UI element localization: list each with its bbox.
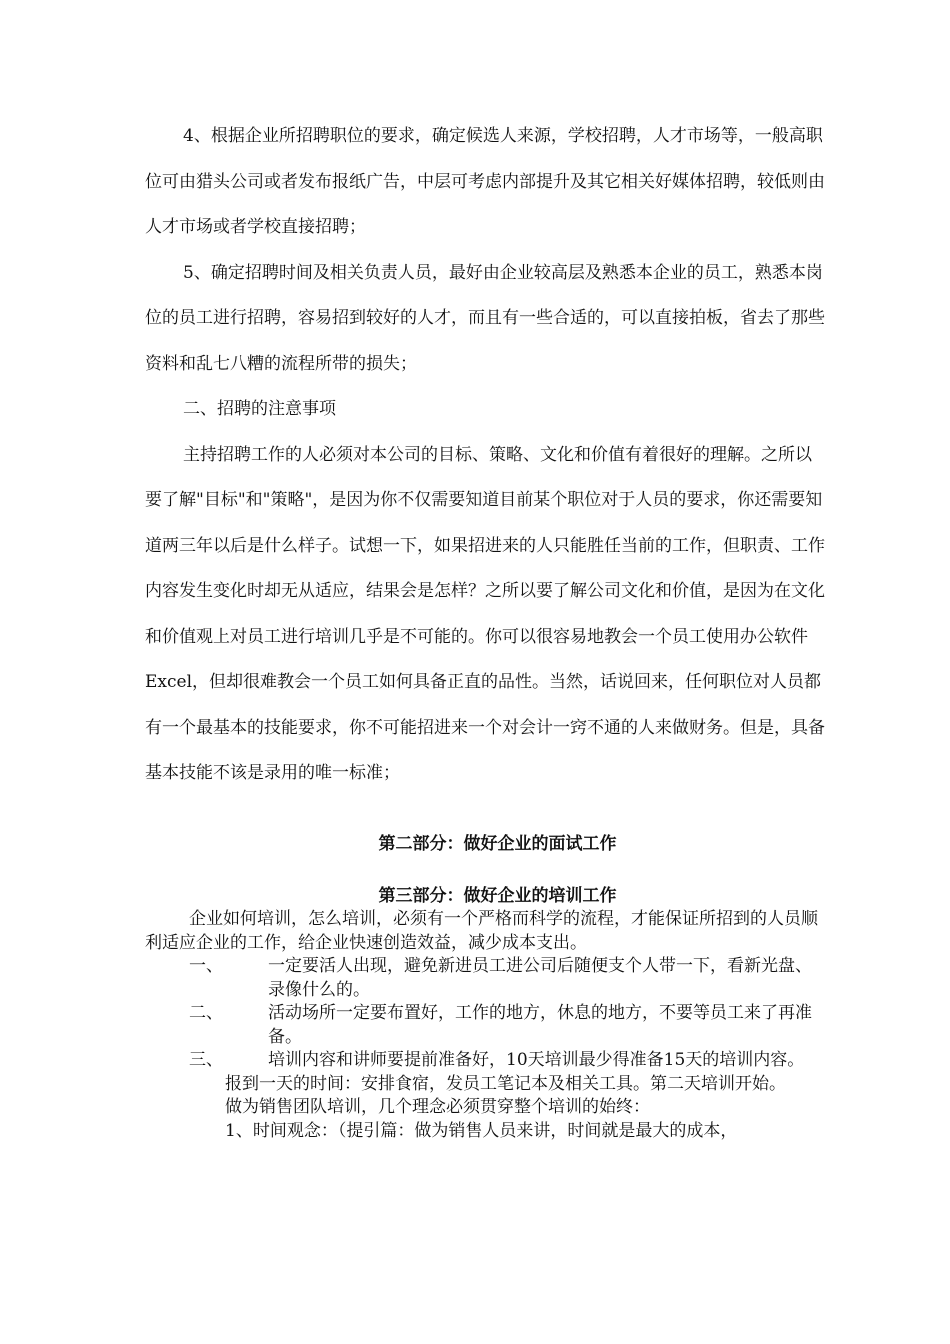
paragraph-sales-training: 做为销售团队培训，几个理念必须贯穿整个培训的始终：	[225, 1097, 650, 1117]
paragraph-recruiter-understanding: 主持招聘工作的人必须对本公司的目标、策略、文化和价值有着很好的理解。之所以要了解"目标"和"策略"，是因为你不仅需要知道目前某个职位对于人员的要求，你还需要知道两三年以后是什么样子。试想一下，如果招进来的人只能胜任当前的工作，但职责、工作内容发生变化时却无从适应，结果会是怎样？之所以要了解公司文化和价值，是因为在文化和价值观上对员工进行培训几乎是不可能的。你可以很容易地教会一个员工使用办公软件Excel，但却很难教会一个员工如何具备正直的品性。当然，话说回来，任何职位对人员都有一个最基本的技能要求，你不可能招进来一个对会计一窍不通的人来做财务。但是，具备基本技能不该是录用的唯一标准；	[145, 444, 825, 783]
training-section	[145, 908, 825, 1143]
list-item	[145, 955, 825, 1002]
paragraph-report-day: 报到一天的时间：安排食宿，发员工笔记本及相关工具。第二天培训开始。	[225, 1073, 786, 1094]
section-heading-notes: 二、招聘的注意事项	[183, 399, 336, 419]
paragraph-recruitment-time: 5、确定招聘时间及相关负责人员，最好由企业较高层及熟悉本企业的员工，熟悉本岗位的员工进行招聘，容易招到较好的人才，而且有一些合适的，可以直接拍板，省去了那些资料和乱七八糟的流程所带的损失；	[145, 262, 825, 374]
paragraph-candidate-sources: 4、根据企业所招聘职位的要求，确定候选人来源，学校招聘，人才市场等，一般高职位可由猎头公司或者发布报纸广告，中层可考虑内部提升及其它相关好媒体招聘，较低则由人才市场或者学校直接招聘；	[145, 126, 825, 237]
part3-title: 第三部分：做好企业的培训工作	[378, 886, 617, 906]
list-text: 培训内容和讲师要提前准备好，10天培训最少得准备15天的培训内容。	[268, 1050, 805, 1070]
part2-title: 第二部分：做好企业的面试工作	[378, 834, 617, 854]
list-item	[145, 1049, 825, 1073]
list-text: 一定要活人出现，避免新进员工进公司后随便支个人带一下，看新光盘、录像什么的。	[268, 956, 812, 1000]
list-item	[145, 1002, 825, 1049]
paragraph-time-concept: 1、时间观念：（提引篇：做为销售人员来讲，时间就是最大的成本，	[225, 1120, 738, 1141]
list-text: 活动场所一定要布置好，工作的地方，休息的地方，不要等员工来了再准备。	[268, 1003, 812, 1047]
list-number: 一、	[189, 956, 223, 976]
paragraph-training-intro: 企业如何培训，怎么培训，必须有一个严格而科学的流程，才能保证所招到的人员顺利适应企业的工作，给企业快速创造效益，减少成本支出。	[145, 909, 818, 953]
list-number: 二、	[189, 1003, 223, 1023]
recruitment-section	[145, 114, 825, 797]
list-number: 三、	[189, 1050, 223, 1070]
